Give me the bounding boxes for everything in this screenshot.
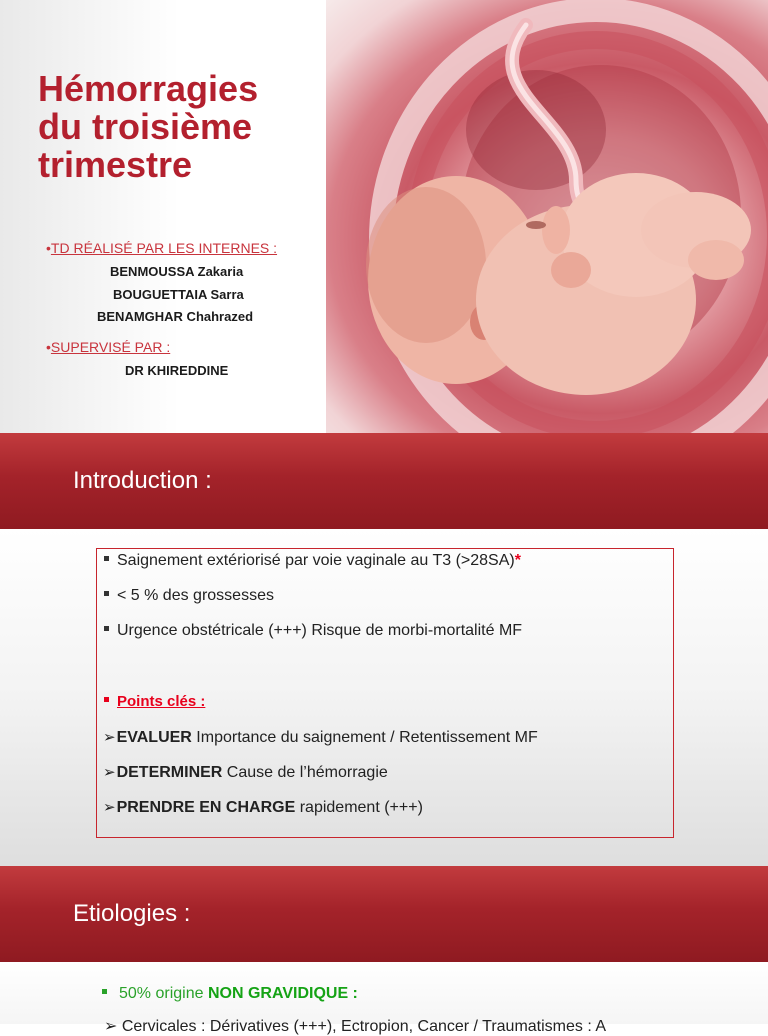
introduction-heading: Introduction : bbox=[73, 467, 212, 494]
bullet-square-icon bbox=[104, 626, 109, 631]
action-item-3: ➢PRENDRE EN CHARGE rapidement (+++) bbox=[103, 799, 423, 816]
intro-item-3: Urgence obstétricale (+++) Risque de morbi-mortalité MF bbox=[104, 622, 522, 640]
bullet-square-icon bbox=[102, 989, 107, 994]
arrow-bullet-icon: ➢ bbox=[103, 729, 116, 746]
bullet-square-icon bbox=[104, 556, 109, 561]
etiology-item-1: 50% origine NON GRAVIDIQUE : bbox=[102, 985, 358, 1003]
bullet-square-icon bbox=[104, 591, 109, 596]
key-points-label: Points clés : bbox=[104, 693, 205, 711]
title-line-1: Hémorragies bbox=[38, 68, 259, 109]
intro-item-2: < 5 % des grossesses bbox=[104, 587, 274, 605]
supervisor-heading: •SUPERVISÉ PAR : bbox=[46, 339, 171, 355]
title-slide bbox=[0, 0, 768, 433]
action-item-2: ➢DETERMINER Cause de l’hémorragie bbox=[103, 764, 388, 781]
intro-item-1: Saignement extériorisé par voie vaginale au T3 (>28SA)* bbox=[104, 552, 521, 570]
asterisk-marker: * bbox=[514, 552, 521, 569]
arrow-bullet-icon: ➢ bbox=[103, 799, 116, 816]
action-item-1: ➢EVALUER Importance du saignement / Retentissement MF bbox=[103, 729, 538, 746]
title-line-2: du troisième bbox=[38, 106, 253, 147]
slide-title bbox=[38, 70, 318, 184]
etiology-item-2-partial: ➢ Cervicales : Dérivatives (+++), Ectropion, Cancer / Traumatismes : A bbox=[104, 1018, 607, 1035]
intern-name-2: BOUGUETTAIA Sarra bbox=[113, 287, 244, 302]
credits-heading: •TD RÉALISÉ PAR LES INTERNES : bbox=[46, 240, 278, 256]
fetus-in-womb-image bbox=[326, 0, 768, 433]
intern-name-1: BENMOUSSA Zakaria bbox=[110, 264, 244, 279]
etiologies-heading: Etiologies : bbox=[73, 900, 191, 927]
introduction-header bbox=[0, 433, 768, 529]
supervisor-name: DR KHIREDDINE bbox=[125, 363, 229, 378]
etiologies-header bbox=[0, 866, 768, 962]
arrow-bullet-icon: ➢ bbox=[103, 764, 116, 781]
bullet-square-icon bbox=[104, 697, 109, 702]
intern-name-3: BENAMGHAR Chahrazed bbox=[97, 309, 254, 324]
title-line-3: trimestre bbox=[38, 144, 193, 185]
